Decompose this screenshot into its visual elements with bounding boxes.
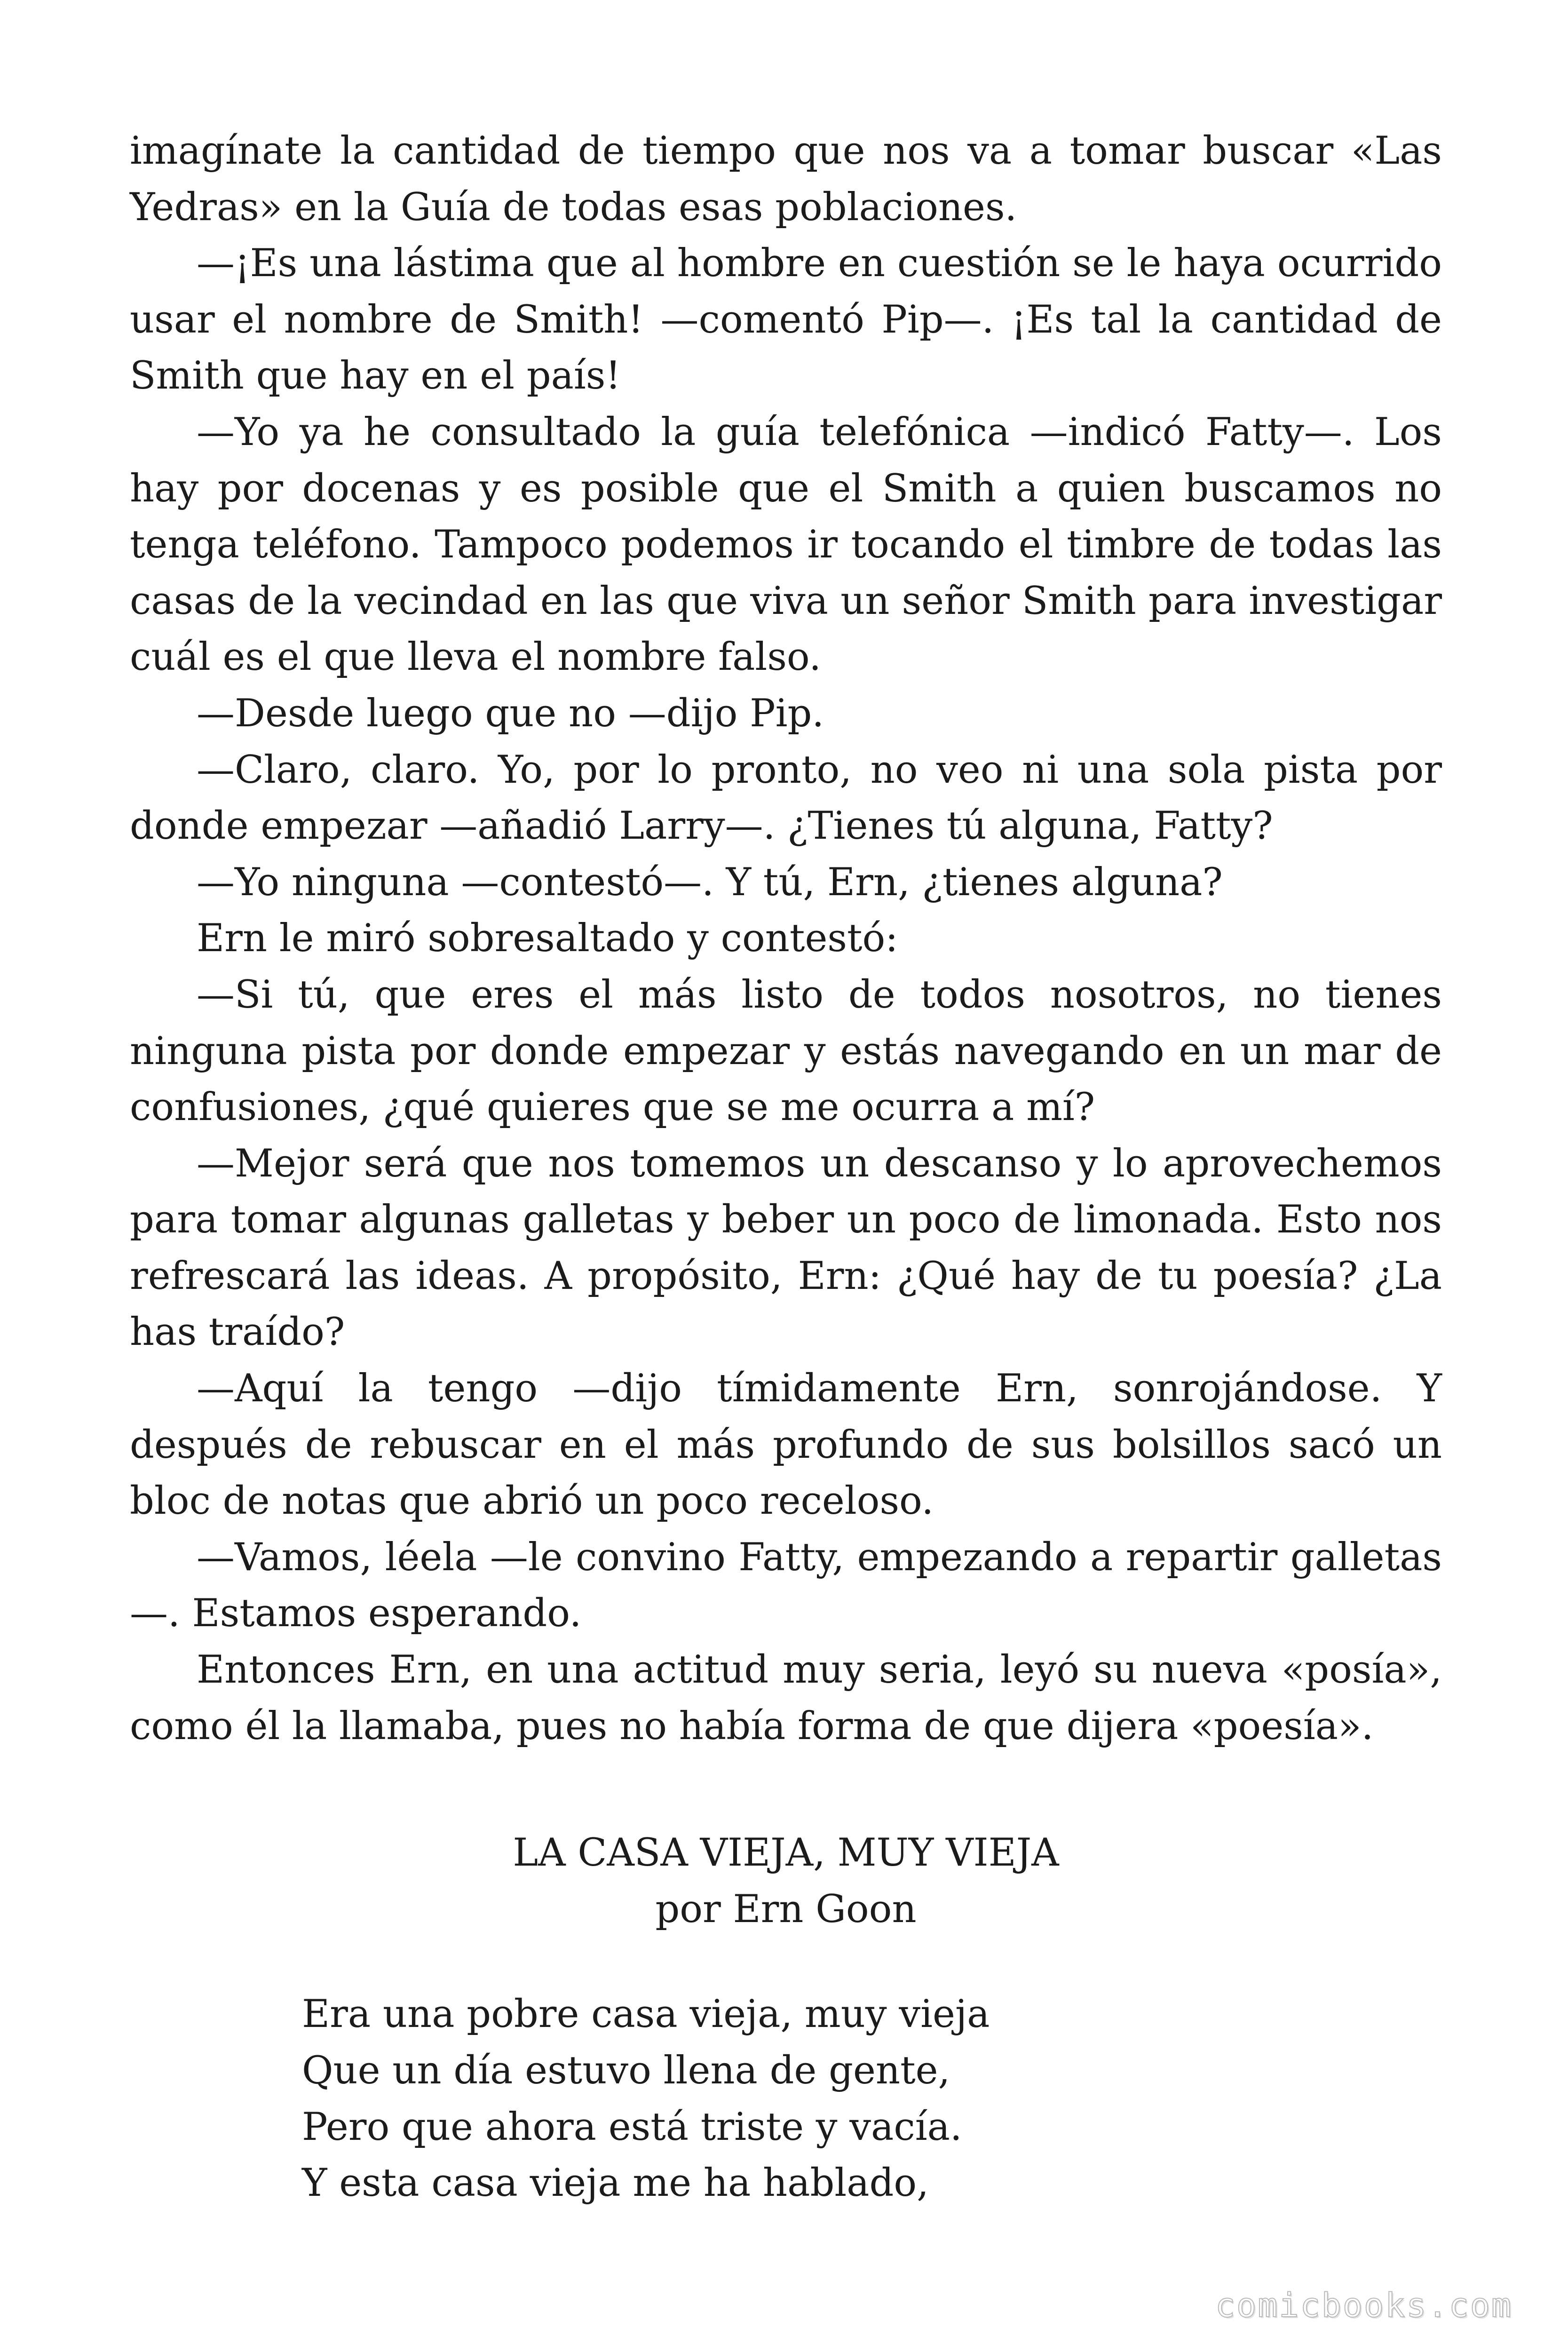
poem-verse: Era una pobre casa vieja, muy vieja — [302, 1992, 990, 2037]
paragraph: Ern le miró sobresaltado y contestó: — [197, 916, 898, 961]
poem-verses — [302, 1986, 1442, 2211]
poem-verse: Pero que ahora está triste y vacía. — [302, 2105, 962, 2149]
paragraph: —Yo ya he consultado la guía telefónica —indicó Fatty—. Los hay por docenas y es posible que el Smith a quien buscamos no tenga teléfono. Tampoco podemos ir tocando el timbre de todas las casas de la vecindad en las que viva un señor Smith para investigar cuál es el que lleva el nombre falso. — [130, 410, 1442, 680]
poem-title: LA CASA VIEJA, MUY VIEJA — [513, 1831, 1059, 1875]
page-body — [130, 123, 1442, 2212]
paragraph: —Desde luego que no —dijo Pip. — [197, 691, 824, 736]
paragraph: —Mejor será que nos tomemos un descanso y lo aprovechemos para tomar algunas galletas y beber un poco de limonada. Esto nos refrescará las ideas. A propósito, Ern: ¿Qué hay de tu poesía? ¿La has traído? — [130, 1141, 1442, 1355]
paragraph: —Si tú, que eres el más listo de todos nosotros, no tienes ninguna pista por donde empezar y estás navegando en un mar de confusiones, ¿qué quieres que se me ocurra a mí? — [130, 972, 1442, 1130]
paragraph: —Yo ninguna —contestó—. Y tú, Ern, ¿tienes alguna? — [197, 860, 1223, 905]
watermark: comicbooks.com — [1215, 2286, 1513, 2325]
paragraph: —¡Es una lástima que al hombre en cuestión se le haya ocurrido usar el nombre de Smith! —comentó Pip—. ¡Es tal la cantidad de Smith que hay en el país! — [130, 241, 1442, 398]
poem-verse: Que un día estuvo llena de gente, — [302, 2049, 950, 2093]
poem-author: por Ern Goon — [655, 1887, 917, 1931]
paragraph: —Vamos, léela —le convino Fatty, empezando a repartir galletas —. Estamos esperando. — [130, 1535, 1442, 1636]
paragraph: imagínate la cantidad de tiempo que nos va a tomar buscar «Las Yedras» en la Guía de todas esas poblaciones. — [130, 129, 1442, 230]
poem-verse: Y esta casa vieja me ha hablado, — [302, 2161, 929, 2206]
paragraph: —Aquí la tengo —dijo tímidamente Ern, sonrojándose. Y después de rebuscar en el más profundo de sus bolsillos sacó un bloc de notas que abrió un poco receloso. — [130, 1367, 1442, 1524]
paragraph: —Claro, claro. Yo, por lo pronto, no veo ni una sola pista por donde empezar —añadió Larry—. ¿Tienes tú alguna, Fatty? — [130, 747, 1442, 849]
paragraph: Entonces Ern, en una actitud muy seria, leyó su nueva «posía», como él la llamaba, pues no había forma de que dijera «poesía». — [130, 1648, 1442, 1748]
